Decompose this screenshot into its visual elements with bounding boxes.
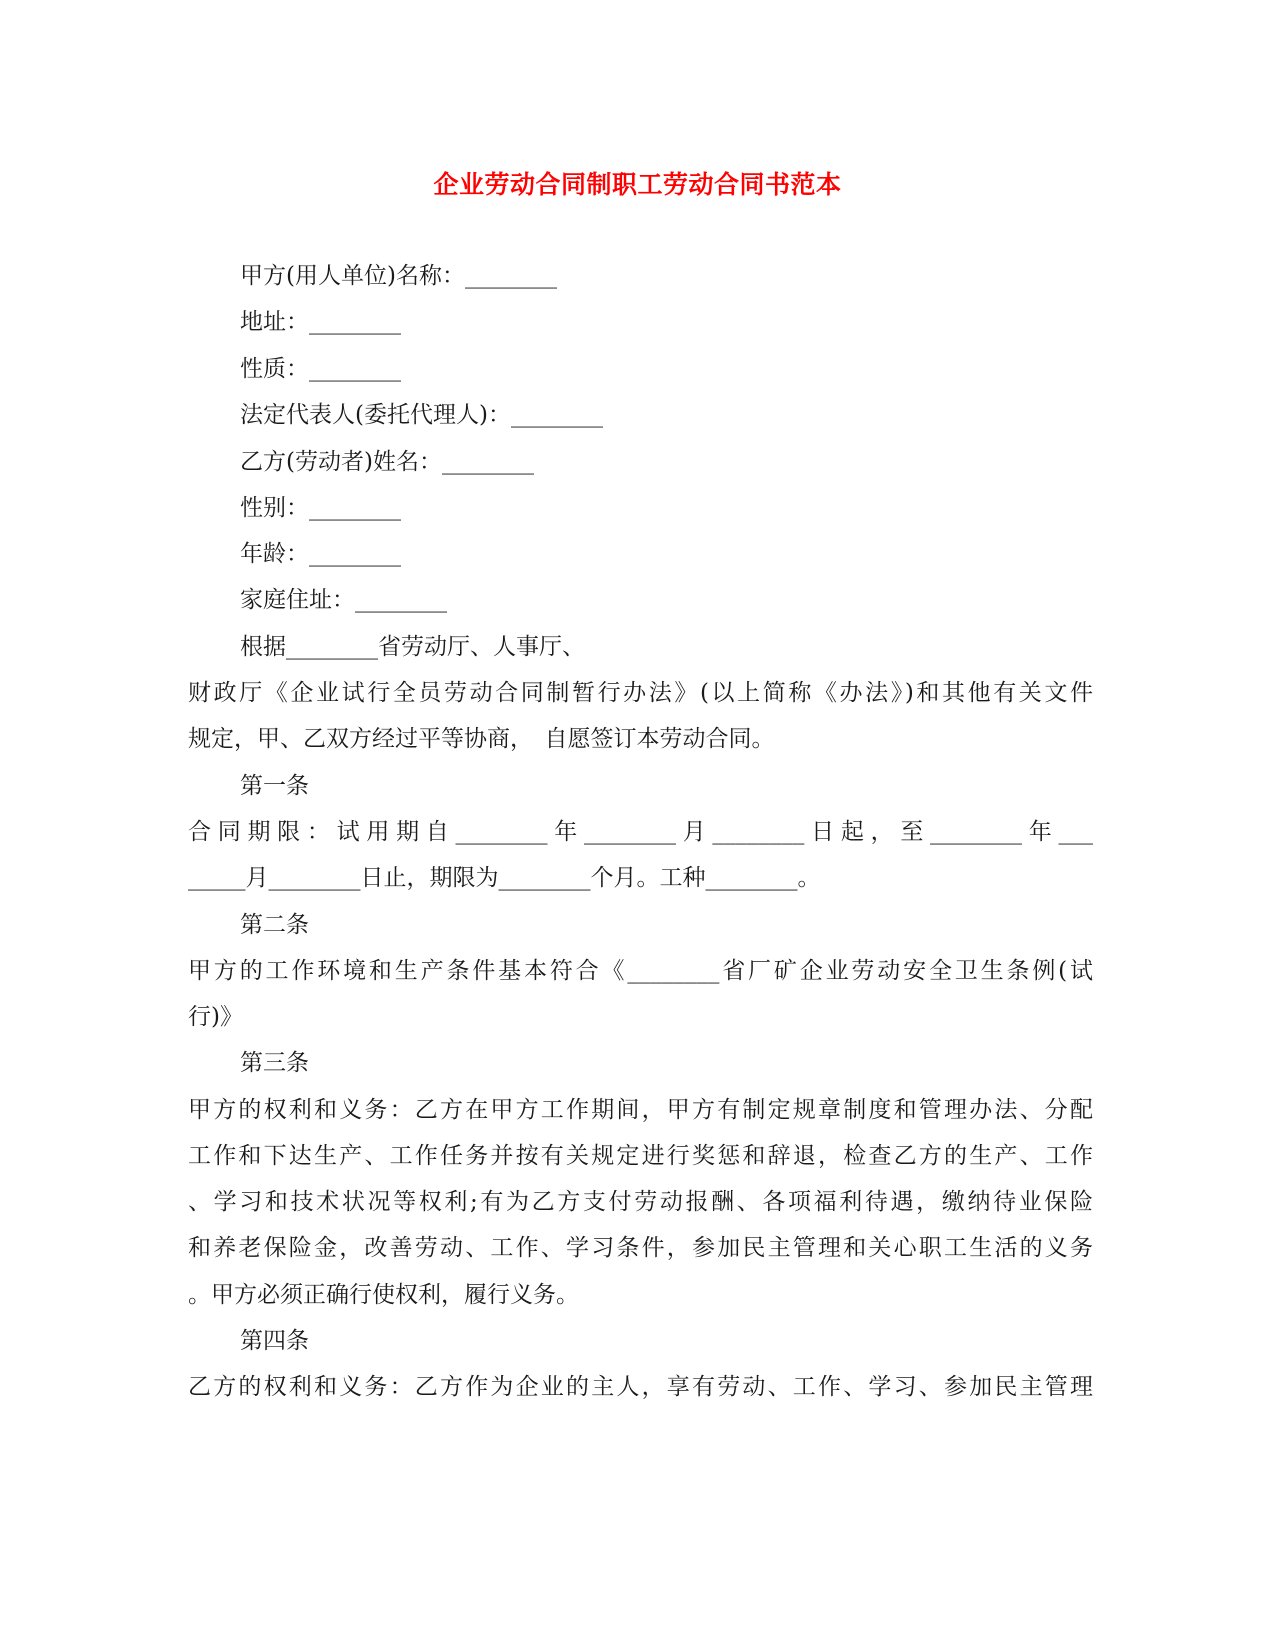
article-text-line: _____月________日止，期限为________个月。工种________。 [188, 865, 821, 891]
article-text-line: 合同期限：试用期自________年________月________日起，至________年___ [188, 819, 1093, 845]
article-heading: 第一条 [240, 773, 309, 799]
nature-line: 性质：________ [240, 356, 401, 382]
document-title: 企业劳动合同制职工劳动合同书范本 [433, 170, 842, 199]
gender-line: 性别：________ [240, 495, 401, 521]
article-text-line: 乙方的权利和义务：乙方作为企业的主人，享有劳动、工作、学习、参加民主管理 [188, 1374, 1093, 1400]
article-heading: 第四条 [240, 1328, 309, 1354]
age-line: 年龄：________ [240, 541, 401, 567]
legal-representative-line: 法定代表人(委托代理人)：________ [240, 402, 603, 428]
article-text-line: 。甲方必须正确行使权利，履行义务。 [188, 1282, 579, 1308]
party-b-name-line: 乙方(劳动者)姓名：________ [240, 449, 534, 475]
article-heading: 第二条 [240, 912, 309, 938]
address-line: 地址：________ [240, 309, 401, 335]
preamble-line: 财政厅《企业试行全员劳动合同制暂行办法》(以上简称《办法》)和其他有关文件 [188, 680, 1093, 706]
article-text-line: 行)》 [188, 1004, 243, 1030]
article-text-line: 、学习和技术状况等权利;有为乙方支付劳动报酬、各项福利待遇，缴纳待业保险 [188, 1189, 1093, 1215]
article-text-line: 甲方的权利和义务：乙方在甲方工作期间，甲方有制定规章制度和管理办法、分配 [188, 1097, 1093, 1123]
article-text-line: 甲方的工作环境和生产条件基本符合《________省厂矿企业劳动安全卫生条例(试 [188, 958, 1093, 984]
article-text-line: 工作和下达生产、工作任务并按有关规定进行奖惩和辞退，检查乙方的生产、工作 [188, 1143, 1093, 1169]
home-address-line: 家庭住址：________ [240, 587, 447, 613]
article-text-line: 和养老保险金，改善劳动、工作、学习条件，参加民主管理和关心职工生活的义务 [188, 1235, 1093, 1261]
party-a-name-line: 甲方(用人单位)名称：________ [240, 263, 557, 289]
preamble-line: 规定，甲、乙双方经过平等协商， 自愿签订本劳动合同。 [188, 726, 775, 752]
article-heading: 第三条 [240, 1050, 309, 1076]
preamble-line: 根据________省劳动厅、人事厅、 [240, 634, 585, 660]
